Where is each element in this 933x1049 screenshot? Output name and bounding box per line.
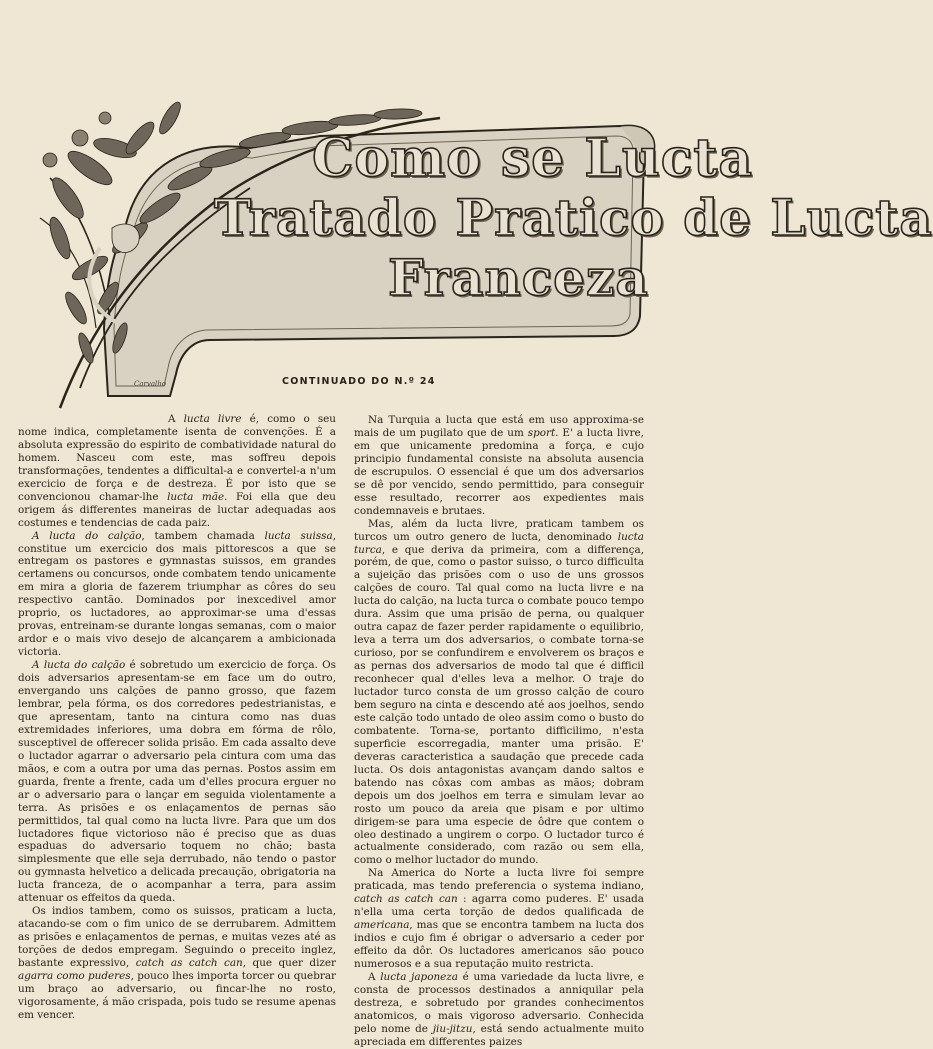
article-column-left <box>18 413 336 1022</box>
emphasis-span: catch as catch can <box>354 893 458 906</box>
emphasis-span: americana <box>354 919 410 932</box>
text-span: , tambem chamada <box>141 529 265 542</box>
emphasis-span: lucta livre <box>183 413 242 425</box>
text-span: Mas, além da lucta livre, praticam tambem os turcos um outro genero de lucta, denominado <box>354 517 644 543</box>
text-span: Na Turquia a lucta que está em uso approxima-se mais de um pugilato que de um <box>354 414 644 439</box>
title-line-2: Tratado Pratico de Lucta <box>214 188 933 247</box>
emphasis-span: A lucta do calção <box>32 659 126 672</box>
emphasis-span: sport <box>527 426 556 439</box>
text-span: é sobretudo um exercicio de força. Os dois adversarios apresentam-se em face um do outro, envergando uns calções de panno grosso, que fazem lembrar, pela fórma, os dos corredores pedestrianistas, e que apresentam, tanto na cintura como nas duas extremidades inferiores, uma dobra em fórma de rôlo, susceptivel de offerecer solida prisão. Em cada assalto deve o luctador agarrar o adversario pela cintura com uma das mãos, e com a outra por uma das pernas. Postos assim em guarda, frente a frente, cada um d'elles procura erguer no ar o adversario para o lançar em seguida violentamente a terra. As prisões e os enlaçamentos de pernas são permittidos, tal qual como na lucta livre. Para que um dos luctadores fique victorioso não é preciso que as duas espaduas do adversario toquem no chão; basta simplesmente que elle seja derrubado, não tendo o pastor ou gymnasta helvetico a delicada precaução, obrigatoria na lucta franceza, de o acompanhar a terra, para assim attenuar os effeitos da queda. <box>18 659 336 905</box>
title-line-1: Como se Lucta <box>312 128 754 189</box>
text-span: , constitue um exercicio dos mais pittorescos a que se entregam os pastores e gymnastas suissos, em grandes certamens ou concursos, onde combatem tendo unicamente em mira a gloria de fazerem triumphar as côres do seu respectivo cantão. Dominados por inexcedivel amor proprio, os luctadores, ao approximar-se uma d'essas provas, entreinam-se durante longas semanas, com o maior ardor e o mais vivo desejo de alcançarem a ambicionada victoria. <box>18 529 336 659</box>
text-span: , e que deriva da primeira, com a differença, porém, de que, como o pastor suisso, o turco difficulta a sujeição das prisões com o uso de uns grossos calções de couro. Tal qual como na lucta livre e na lucta do calção, na lucta turca o combate pouco tempo dura. Assim que uma prisão de perna, ou qualquer outra capaz de fazer perder rapidamente o equilibrio, leva a terra um dos adversarios, o combate torna-se curioso, por se confundirem e envolverem os braços e as pernas dos adversarios de modo tal que é difficil reconhecer qual d'elles leva a melhor. O traje do luctador turco consta de um grosso calção de couro bem seguro na cinta e descendo até aos joelhos, sendo este calção todo untado de oleo assim como o busto do combatente. Torna-se, portanto difficilimo, n'esta superficie escorregadia, manter uma prisão. E' deveras caracteristica a saudação que precede cada lucta. Os dois antagonistas avançam dando saltos e batendo nas côxas com ambas as mãos; dobram depois um dos joelhos em terra e simulam levar ao rosto um pouco da areia que pisam e por ultimo dirigem-se para uma especie de ôdre que contem o oleo destinado a ungirem o corpo. O luctador turco é actualmente considerado, com razão ou sem ella, como o melhor luctador do mundo. <box>354 543 644 867</box>
emphasis-span: lucta turca <box>354 530 644 556</box>
paragraph-lucta-livre <box>18 413 336 530</box>
paragraph-lucta-japoneza <box>354 971 644 1049</box>
text-span: A <box>368 970 381 983</box>
emphasis-span: A lucta do calção <box>32 529 142 542</box>
paragraph-lucta-turca <box>354 518 644 868</box>
text-span: , pouco lhes importa torcer ou quebrar um braço ao adversario, ou fincar-lhe no rosto, vigorosamente, á mão crispada, pois tudo se resume apenas em vencer. <box>18 969 336 1021</box>
emphasis-span: agarra como puderes <box>18 969 131 982</box>
paragraph-indios <box>18 905 336 1022</box>
emphasis-span: lucta suissa <box>264 529 333 542</box>
text-span: é, como o seu nome indica, completamente isenta de convenções. É a absoluta expressão do espirito de combatividade natural do homem. Nasceu com este, mas soffreu depois transformações, tendentes a difficultal-a e convertel-a n'um exercicio de força e de destreza. É por isto que se convencionou chamar-lhe <box>18 413 337 503</box>
emphasis-span: catch as catch can <box>135 957 243 970</box>
text-span: . E' a lucta livre, em que unicamente predomina a força, e cujo principio fundamental consiste na absoluta ausencia de escrupulos. O essencial é que um dos adversarios se dê por vencido, sendo permittido, para conseguir esse resultado, recorrer aos expedientes mais condemnaveis e brutaes. <box>354 426 644 517</box>
emphasis-span: jiu-jitzu <box>432 1022 473 1035</box>
paragraph-turquia <box>354 414 644 518</box>
text-span: A <box>168 413 184 425</box>
paragraph-america <box>354 867 644 971</box>
text-span: , que quer dizer <box>242 957 336 970</box>
text-span: : agarra como puderes. E' usada n'ella uma certa torção de dedos qualificada de <box>354 893 644 919</box>
text-span: Os indios tambem, como os suissos, praticam a lucta, atacando-se com o fim unico de se derrubarem. Admittem as prisões e enlaçamentos de pernas, e muitas vezes até as torções de dedos empregam. Seguindo o preceito inglez, bastante expressivo, <box>18 905 336 970</box>
article-column-right <box>354 414 644 1049</box>
text-span: é uma variedade da lucta livre, e consta de processos destinados a anniquilar pela destreza, e sobretudo por grandes conhecimentos anatomicos, o mais vigoroso adversario. Conhecida pelo nome de <box>354 970 644 1035</box>
paragraph-lucta-calcao-detail <box>18 659 336 905</box>
title-line-3: Franceza <box>388 248 649 307</box>
text-span: , está sendo actualmente muito apreciada em differentes paizes <box>354 1022 644 1048</box>
emphasis-span: lucta mãe <box>167 490 225 503</box>
text-span: , mas que se encontra tambem na lucta dos indios e cujo fim é obrigar o adversario a ceder por effeito da dôr. Os luctadores americanos são pouco numerosos e a sua reputação muito restricta. <box>354 919 644 971</box>
continuation-note: CONTINUADO DO N.º 24 <box>282 376 436 387</box>
emphasis-span: lucta japoneza <box>380 970 458 983</box>
paragraph-lucta-calcao-intro <box>18 530 336 660</box>
illustrator-signature: Carvalho <box>134 380 166 388</box>
text-span: . Foi ella que deu origem ás differentes maneiras de luctar adequadas aos costumes e tendencias de cada paiz. <box>18 490 336 529</box>
text-span: Na America do Norte a lucta livre foi sempre praticada, mas tendo preferencia o systema indiano, <box>354 867 644 893</box>
